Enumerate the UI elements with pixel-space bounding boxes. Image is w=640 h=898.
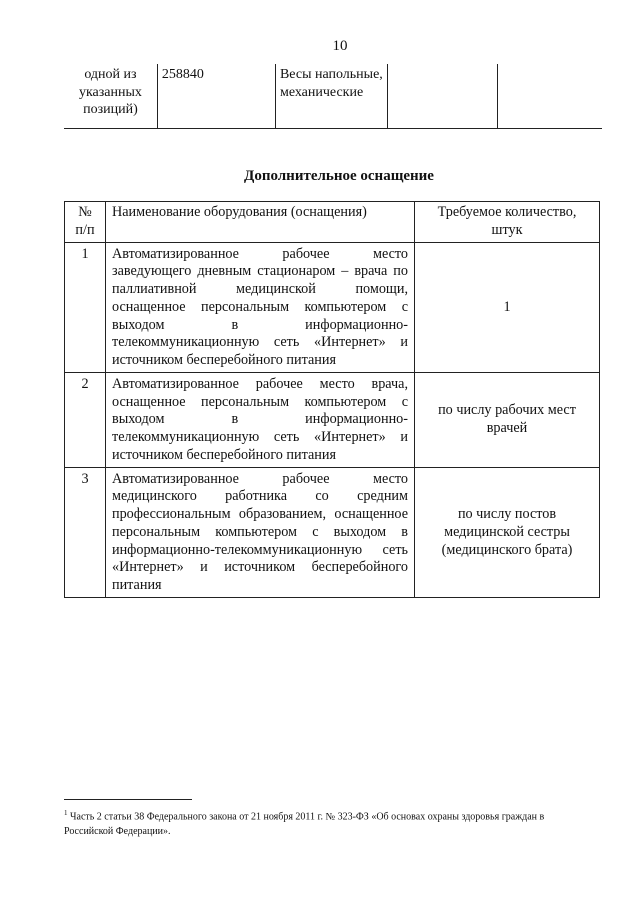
row-number: 2 [65,372,106,467]
table-cell: 258840 [157,64,275,129]
table-header-row [65,202,600,243]
header-number: № п/п [65,202,106,243]
footnote-text: Часть 2 статьи 38 Федерального закона от 21 ноября 2011 г. № 323-ФЗ «Об основах охраны здоровья граждан в Российской Федерации». [64,811,545,837]
section-title: Дополнительное оснащение [244,168,434,184]
continuation-table [64,64,602,129]
footnote-marker: 1 [64,809,68,817]
table-row [65,467,600,597]
table-row [65,242,600,372]
equipment-table [64,201,600,598]
header-quantity: Требуемое количество, штук [415,202,600,243]
table-cell [387,64,497,129]
row-number: 1 [65,242,106,372]
row-quantity: по числу рабочих мест врачей [415,372,600,467]
row-name: Автоматизированное рабочее место врача, оснащенное персональным компьютером с выходом в информационно-телекоммуникационную сеть «Интернет» и источником бесперебойного питания [106,372,415,467]
row-name: Автоматизированное рабочее место медицинского работника со средним профессиональным образованием, оснащенное персональным компьютером с выходом в информационно-телекоммуникационную сеть «Интернет» и источником бесперебойного питания [106,467,415,597]
row-quantity: 1 [415,242,600,372]
table-cell [498,64,603,129]
row-name: Автоматизированное рабочее место заведующего дневным стационаром – врача по паллиативной медицинской помощи, оснащенное персональным компьютером с выходом в информационно-телекоммуникационную сеть «Интернет» и источником бесперебойного питания [106,242,415,372]
footnote-divider [64,799,192,800]
table-row [65,372,600,467]
header-name: Наименование оборудования (оснащения) [106,202,415,243]
table-cell: одной из указанных позиций) [64,64,157,129]
table-row [64,64,602,129]
page-number: 10 [332,38,348,54]
row-quantity: по числу постов медицинской сестры (медицинского брата) [415,467,600,597]
table-cell: Весы напольные, механические [275,64,387,129]
footnote [64,808,584,839]
row-number: 3 [65,467,106,597]
